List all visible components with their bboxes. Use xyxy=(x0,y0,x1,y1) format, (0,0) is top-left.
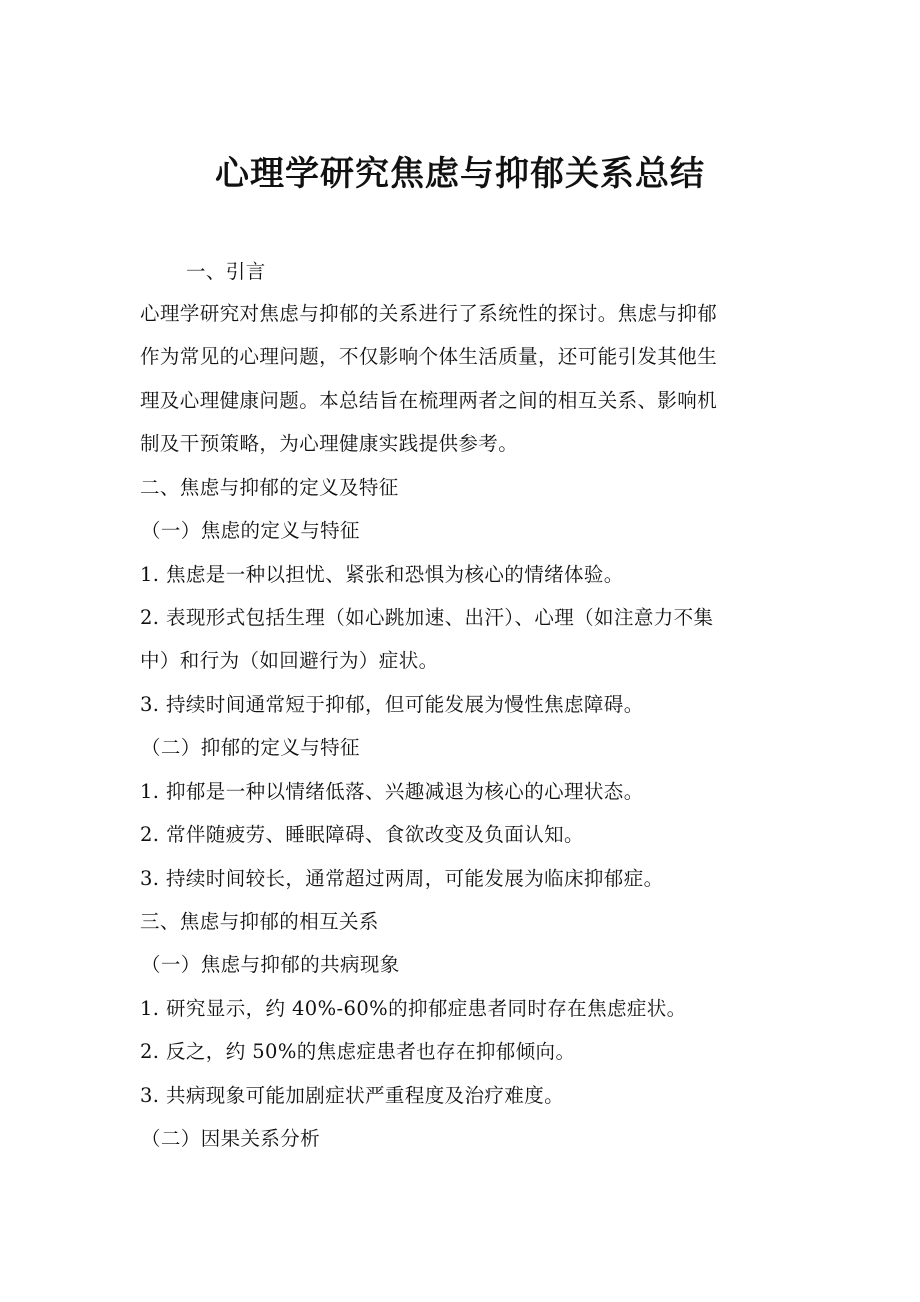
subsection-heading-comorbidity: （一）焦虑与抑郁的共病现象 xyxy=(141,953,400,976)
section-heading-relationship: 三、焦虑与抑郁的相互关系 xyxy=(140,910,379,933)
list-item-continuation: 中）和行为（如回避行为）症状。 xyxy=(140,649,439,672)
list-item: 1. 研究显示，约 40%-60%的抑郁症患者同时存在焦虑症状。 xyxy=(140,997,687,1020)
list-item: 3. 持续时间较长，通常超过两周，可能发展为临床抑郁症。 xyxy=(140,867,664,890)
list-item: 3. 持续时间通常短于抑郁，但可能发展为慢性焦虑障碍。 xyxy=(140,693,644,716)
list-item: 2. 表现形式包括生理（如心跳加速、出汗）、心理（如注意力不集 xyxy=(140,606,714,629)
subsection-heading-causality: （二）因果关系分析 xyxy=(141,1127,321,1150)
list-item: 1. 抑郁是一种以情绪低落、兴趣减退为核心的心理状态。 xyxy=(140,780,644,803)
section-heading-definitions: 二、焦虑与抑郁的定义及特征 xyxy=(140,476,399,499)
paragraph-line: 理及心理健康问题。本总结旨在梳理两者之间的相互关系、影响机 xyxy=(140,389,718,412)
list-item: 1. 焦虑是一种以担忧、紧张和恐惧为核心的情绪体验。 xyxy=(140,563,624,586)
list-item: 2. 常伴随疲劳、睡眠障碍、食欲改变及负面认知。 xyxy=(140,823,584,846)
list-item: 2. 反之，约 50%的焦虑症患者也存在抑郁倾向。 xyxy=(140,1040,576,1063)
section-heading-introduction: 一、引言 xyxy=(186,260,266,283)
subsection-heading-anxiety: （一）焦虑的定义与特征 xyxy=(141,519,360,542)
document-title: 心理学研究焦虑与抑郁关系总结 xyxy=(215,154,705,194)
subsection-heading-depression: （二）抑郁的定义与特征 xyxy=(141,736,360,759)
list-item: 3. 共病现象可能加剧症状严重程度及治疗难度。 xyxy=(140,1084,565,1107)
paragraph-line: 作为常见的心理问题，不仅影响个体生活质量，还可能引发其他生 xyxy=(140,345,718,368)
paragraph-line: 制及干预策略，为心理健康实践提供参考。 xyxy=(140,432,519,455)
paragraph-line: 心理学研究对焦虑与抑郁的关系进行了系统性的探讨。焦虑与抑郁 xyxy=(140,302,718,325)
